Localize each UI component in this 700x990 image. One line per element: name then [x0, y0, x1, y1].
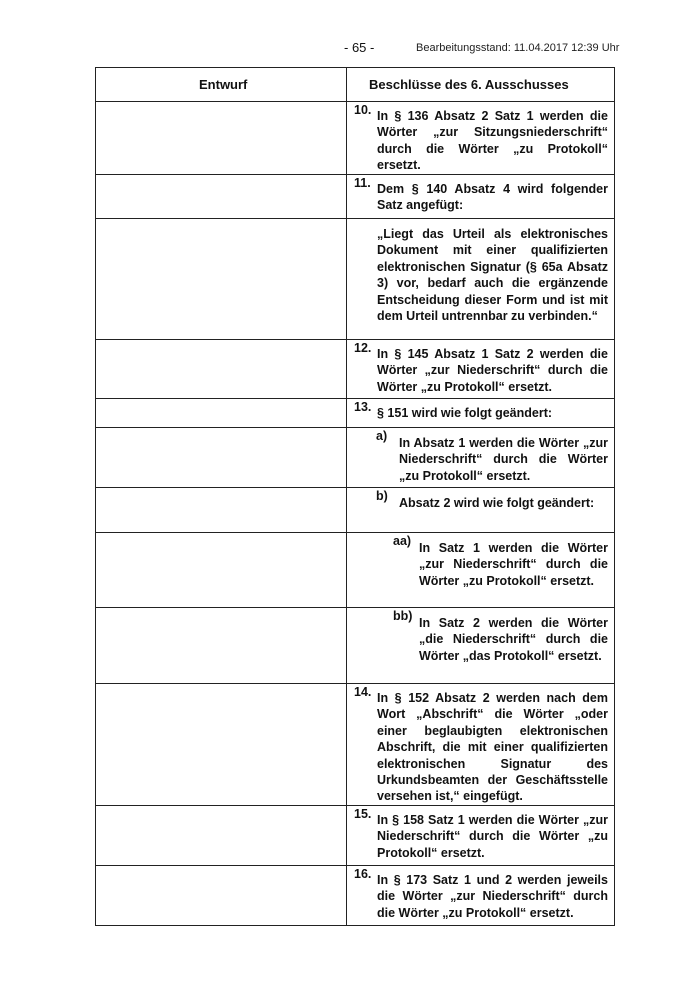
item-text: In § 145 Absatz 1 Satz 2 werden die Wörter „zur Niederschrift“ durch die Wörter „zu Protokoll“ ersetzt. [377, 347, 608, 394]
item-number: 11. [354, 176, 371, 190]
table-row [96, 102, 615, 175]
page-number: - 65 - [344, 40, 375, 55]
item-text: In Satz 1 werden die Wörter „zur Niederschrift“ durch die Wörter „zu Protokoll“ ersetzt. [419, 541, 608, 588]
decision-cell [347, 340, 615, 399]
amendment-subitem [347, 428, 614, 484]
table-row [96, 175, 615, 219]
decision-cell [347, 175, 615, 219]
table-row [96, 533, 615, 608]
amendment-item [347, 102, 614, 174]
item-number: aa) [393, 534, 412, 548]
item-number: 15. [354, 806, 372, 821]
draft-cell [96, 428, 347, 488]
draft-cell [96, 219, 347, 340]
amendment-item [347, 806, 614, 861]
table-header-row [96, 68, 615, 102]
item-text: Dem § 140 Absatz 4 wird folgender Satz angefügt: [377, 182, 608, 213]
amendment-item [347, 866, 614, 921]
item-number: 10. [354, 103, 372, 117]
item-text: In § 136 Absatz 2 Satz 1 werden die Wörter „zur Sitzungsniederschrift“ durch die Wörter „zu Protokoll“ ersetzt. [377, 109, 608, 173]
decision-cell [347, 865, 615, 925]
edit-status: Bearbeitungsstand: 11.04.2017 12:39 Uhr [416, 42, 620, 54]
draft-cell [96, 340, 347, 399]
item-text: „Liegt das Urteil als elektronisches Dokument mit einer qualifizierten elektronischen Signatur (§ 65a Absatz 3) vor, bedarf auch die ergänzende Entscheidung dieser Form und ist mit dem Urteil untrennbar zu verbinden.“ [377, 227, 608, 324]
draft-cell [96, 399, 347, 428]
table-row [96, 684, 615, 806]
item-text: § 151 wird wie folgt geändert: [377, 406, 553, 420]
amendment-item [347, 684, 614, 805]
item-text: Absatz 2 wird wie folgt geändert: [399, 496, 595, 510]
amendment-subsubitem [347, 608, 614, 664]
draft-cell [96, 488, 347, 533]
item-number: b) [376, 489, 388, 503]
amendment-subsubitem [347, 533, 614, 589]
item-number: 13. [354, 400, 372, 414]
item-text: In § 173 Satz 1 und 2 werden jeweils die Wörter „zur Niederschrift“ durch die Wörter „zu Protokoll“ ersetzt. [377, 872, 608, 920]
decision-cell [347, 428, 615, 488]
table-row [96, 428, 615, 488]
table-row [96, 340, 615, 399]
draft-cell [96, 102, 347, 175]
table-row [96, 608, 615, 684]
draft-cell [96, 608, 347, 684]
decision-cell [347, 608, 615, 684]
item-number: 14. [354, 685, 372, 699]
column-header-draft: Entwurf [96, 68, 347, 102]
draft-cell [96, 684, 347, 806]
item-text: In Satz 2 werden die Wörter „die Niederschrift“ durch die Wörter „das Protokoll“ ersetzt. [419, 616, 608, 663]
table-row [96, 219, 615, 340]
draft-cell [96, 175, 347, 219]
item-number: a) [376, 429, 388, 443]
decision-cell [347, 488, 615, 533]
draft-cell [96, 865, 347, 925]
draft-cell [96, 805, 347, 865]
amendment-item [347, 175, 614, 214]
amendment-item [347, 340, 614, 395]
decision-cell [347, 219, 615, 340]
table-row [96, 805, 615, 865]
decision-cell [347, 102, 615, 175]
decision-cell [347, 805, 615, 865]
amendment-item [347, 399, 614, 421]
item-text: In Absatz 1 werden die Wörter „zur Niederschrift“ durch die Wörter „zu Protokoll“ ersetzt. [399, 436, 608, 483]
item-number: 16. [354, 866, 372, 881]
draft-cell [96, 533, 347, 608]
table-row [96, 399, 615, 428]
amendment-subitem [347, 488, 614, 511]
item-text: In § 152 Absatz 2 werden nach dem Wort „Abschrift“ die Wörter „oder einer beglaubigten elektronischen Abschrift, die mit einer qualifizierten elektronischen Signatur des Urkundsbeamten der Geschäftsstelle versehen ist,“ eingefügt. [377, 691, 608, 804]
page-header [0, 40, 700, 60]
decision-cell [347, 399, 615, 428]
item-number: 12. [354, 341, 372, 355]
item-text: In § 158 Satz 1 werden die Wörter „zur Niederschrift“ durch die Wörter „zu Protokoll“ ersetzt. [377, 812, 608, 860]
decision-cell [347, 533, 615, 608]
decision-cell [347, 684, 615, 806]
item-number: bb) [393, 609, 413, 623]
table-row [96, 488, 615, 533]
column-header-decisions: Beschlüsse des 6. Ausschusses [347, 68, 615, 102]
comparison-table [95, 67, 615, 926]
table-row [96, 865, 615, 925]
amendment-quote [347, 219, 614, 324]
